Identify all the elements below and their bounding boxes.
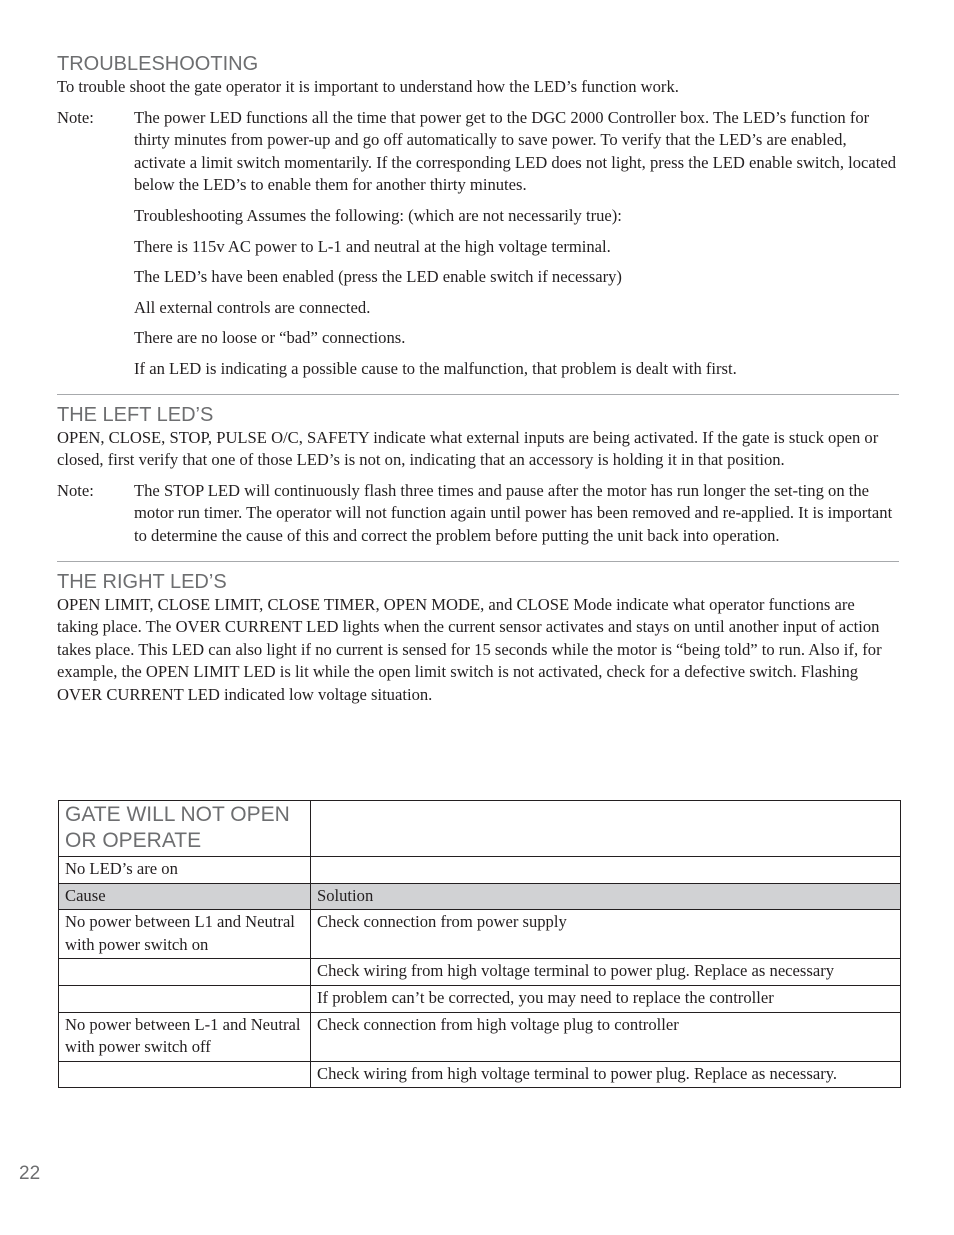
solution-cell: Check wiring from high voltage terminal to power plug. Replace as necessary bbox=[311, 959, 901, 986]
right-leds-heading: THE RIGHT LED’S bbox=[57, 570, 227, 593]
assumption-item: The LED’s have been enabled (press the LED enable switch if necessary) bbox=[134, 267, 622, 287]
assumption-item: All external controls are connected. bbox=[134, 297, 371, 317]
cause-cell bbox=[59, 1061, 311, 1088]
page-content bbox=[57, 52, 899, 706]
table-title: GATE WILL NOT OPEN OR OPERATE bbox=[65, 803, 290, 852]
left-leds-note bbox=[57, 480, 899, 548]
assumption-intro: Troubleshooting Assumes the following: (which are not necessarily true): bbox=[134, 205, 622, 225]
page-number: 22 bbox=[19, 1163, 41, 1184]
troubleshooting-table bbox=[58, 800, 901, 1088]
right-leds-body: OPEN LIMIT, CLOSE LIMIT, CLOSE TIMER, OPEN MODE, and CLOSE Mode indicate what operator functions are taking place. The OVER CURRENT LED lights when the current sensor activates and stays on until another input of action takes place. This LED can also light if no current is sensed for 15 seconds while the motor is “being told” to run. Also if, for example, the OPEN LIMIT LED is lit while the open limit switch is not activated, check for a defective switch. Flashing OVER CURRENT LED indicated low voltage situation. bbox=[57, 594, 882, 704]
table-row bbox=[59, 1061, 901, 1088]
table-subtitle-row bbox=[59, 857, 901, 884]
solution-cell: If problem can’t be corrected, you may need to replace the controller bbox=[311, 985, 901, 1012]
assumption-item: There are no loose or “bad” connections. bbox=[134, 328, 406, 348]
table-row bbox=[59, 910, 901, 959]
table-column-header-row bbox=[59, 883, 901, 910]
left-leds-body: OPEN, CLOSE, STOP, PULSE O/C, SAFETY indicate what external inputs are being activated. If the gate is stuck open or closed, first verify that one of those LED’s is not on, indicating that an accessory is holding it in that position. bbox=[57, 427, 879, 470]
assumption-item: There is 115v AC power to L-1 and neutral at the high voltage terminal. bbox=[134, 236, 611, 256]
solution-cell: Check wiring from high voltage terminal to power plug. Replace as necessary. bbox=[311, 1061, 901, 1088]
cause-cell bbox=[59, 985, 311, 1012]
troubleshooting-heading: TROUBLESHOOTING bbox=[57, 53, 259, 75]
cause-cell: No power between L-1 and Neutral with power switch off bbox=[59, 1012, 311, 1061]
troubleshooting-note bbox=[57, 107, 899, 197]
table-subtitle: No LED’s are on bbox=[59, 857, 311, 884]
section-divider bbox=[57, 561, 899, 562]
table-title-row bbox=[59, 801, 901, 857]
note-text: The STOP LED will continuously flash three times and pause after the motor has run longer the set-ting on the motor run timer. The operator will not function again until power has been removed and re-applied. It is important to determine the cause of this and correct the problem before putting the unit back into operation. bbox=[134, 480, 893, 545]
note-label: Note: bbox=[57, 480, 94, 500]
table-row bbox=[59, 959, 901, 986]
solution-cell: Check connection from high voltage plug to controller bbox=[311, 1012, 901, 1061]
table-row bbox=[59, 985, 901, 1012]
column-header-solution: Solution bbox=[311, 883, 901, 910]
cause-cell: No power between L1 and Neutral with power switch on bbox=[59, 910, 311, 959]
assumption-item: If an LED is indicating a possible cause to the malfunction, that problem is dealt with first. bbox=[134, 358, 737, 378]
column-header-cause: Cause bbox=[59, 883, 311, 910]
solution-cell: Check connection from power supply bbox=[311, 910, 901, 959]
table-title-cell bbox=[59, 801, 311, 857]
cause-cell bbox=[59, 959, 311, 986]
table-title-empty-cell bbox=[311, 801, 901, 857]
note-label: Note: bbox=[57, 107, 94, 127]
note-text: The power LED functions all the time that power get to the DGC 2000 Controller box. The LED’s function for thirty minutes from power-up and go off automatically to save power. To verify that the LED’s are enabled, activate a limit switch momentarily. If the corresponding LED does not light, press the LED enable switch, located below the LED’s to enable them for another thirty minutes. bbox=[134, 107, 897, 195]
section-divider bbox=[57, 394, 899, 395]
table-row bbox=[59, 1012, 901, 1061]
troubleshooting-intro: To trouble shoot the gate operator it is important to understand how the LED’s function work. bbox=[57, 77, 679, 96]
left-leds-heading: THE LEFT LED’S bbox=[57, 403, 214, 426]
table-empty-cell bbox=[311, 857, 901, 884]
